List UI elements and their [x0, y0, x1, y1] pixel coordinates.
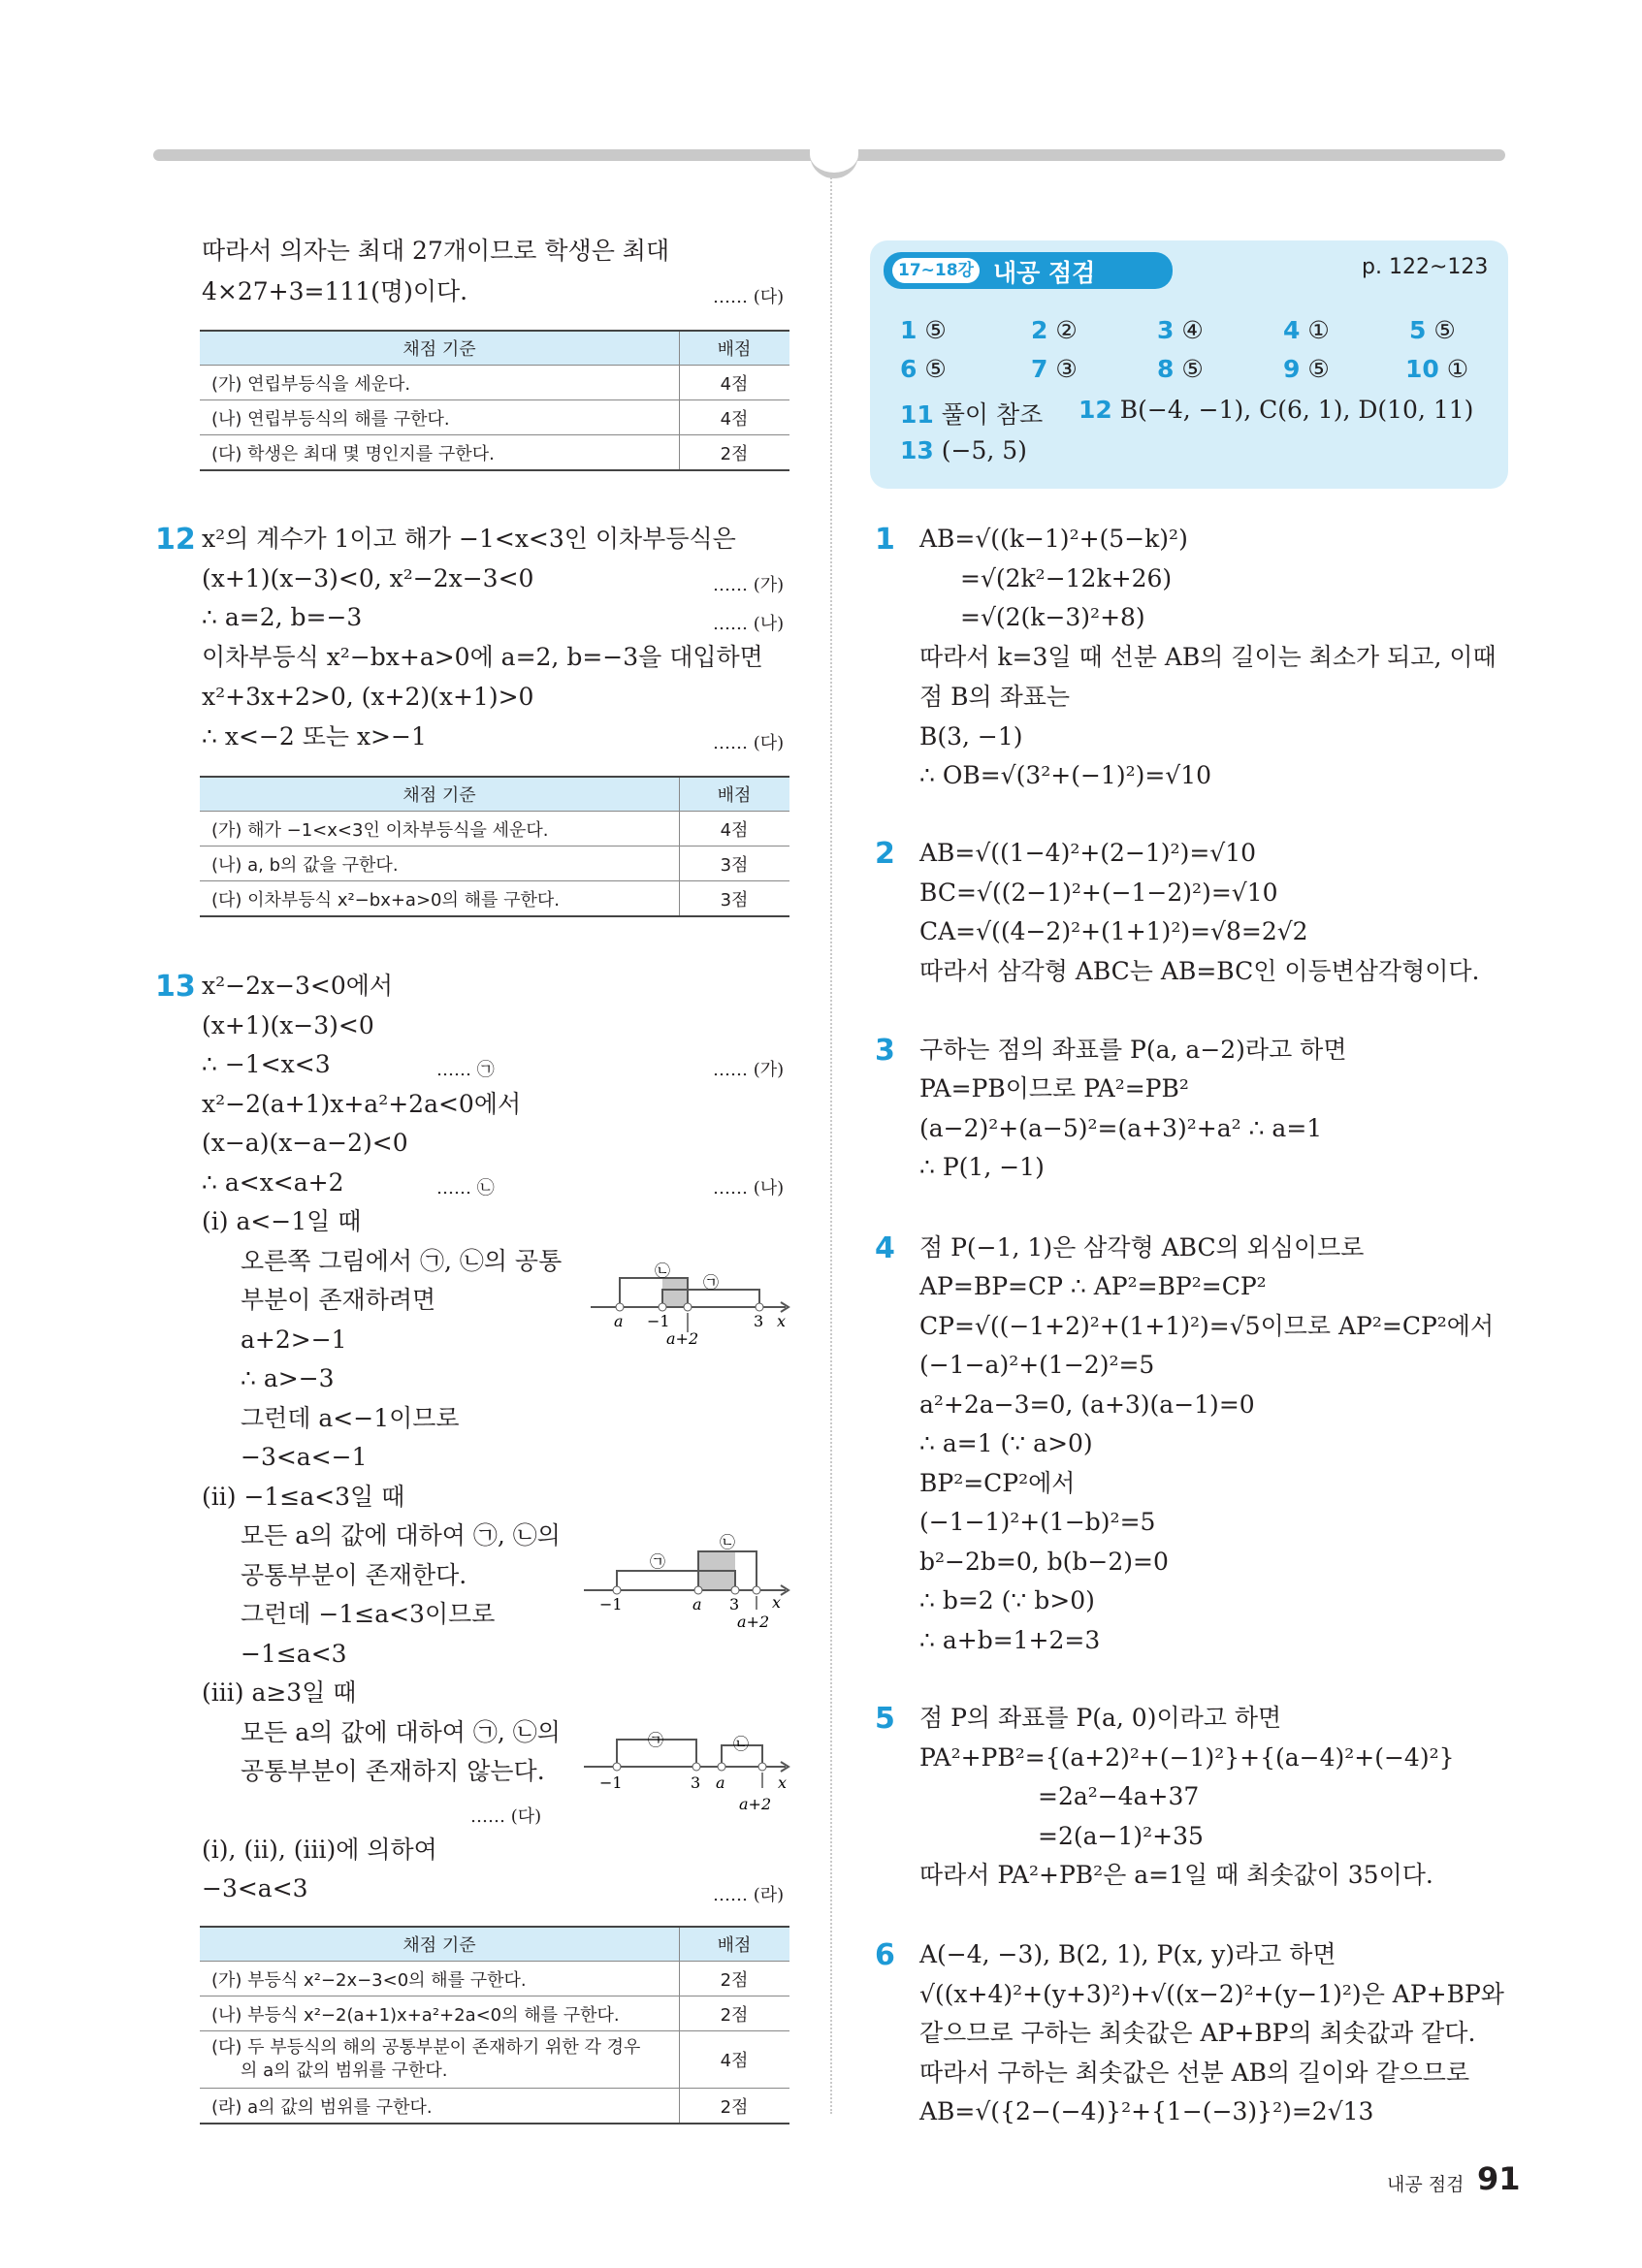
footer-section-label: 내공 점검: [1387, 2174, 1465, 2195]
solution-line: CA=√((4−2)²+(1+1)²)=√8=2√2: [919, 917, 1308, 945]
intro-line: 4×27+3=111(명)이다.: [202, 277, 468, 305]
col-header: 채점 기준: [200, 331, 680, 366]
solution-line: 같으므로 구하는 최솟값은 AP+BP의 최솟값과 같다.: [919, 2019, 1476, 2047]
label-circ1: ㉠: [703, 1273, 720, 1292]
solution-line: ∴ −1<x<3: [202, 1050, 331, 1078]
solution-line: (ⅰ) a<−1일 때: [202, 1207, 362, 1235]
box-title: 내공 점검: [993, 259, 1096, 287]
solution-line: ∴ b=2 (∵ b>0): [919, 1586, 1095, 1614]
step-mark: …… (가): [713, 575, 785, 595]
solution-line: (x+1)(x−3)<0: [202, 1011, 374, 1039]
solution-line: ∴ a=2, b=−3: [202, 603, 363, 631]
solution-number: 3: [875, 1034, 895, 1068]
answer-item: 2 ②: [1031, 316, 1078, 344]
svg-text:3: 3: [729, 1595, 740, 1613]
answer-item: 3 ④: [1157, 316, 1204, 344]
solution-line: x²+3x+2>0, (x+2)(x+1)>0: [202, 683, 534, 711]
solution-line: BC=√((2−1)²+(−1−2)²)=√10: [919, 878, 1278, 907]
solution-line: (ⅰ), (ⅱ), (ⅲ)에 의하여: [202, 1836, 437, 1864]
step-mark: …… (다): [713, 287, 785, 307]
solution-line: B(3, −1): [919, 722, 1023, 751]
step-mark: …… (나): [713, 614, 785, 634]
solution-line: 그런데 a<−1이므로: [241, 1404, 460, 1432]
table-row: (가) 부등식 x²−2x−3<0의 해를 구한다. 2점: [200, 1962, 789, 1996]
solution-line: √((x+4)²+(y+3)²)+√((x−2)²+(y−1)²)은 AP+BP와: [919, 1980, 1504, 2008]
svg-text:a: a: [716, 1773, 725, 1792]
solution-number: 1: [875, 523, 895, 557]
answer-item: 13 (−5, 5): [900, 436, 1027, 464]
solution-line: x²−2x−3<0에서: [202, 972, 394, 1000]
solution-line: 부분이 존재하려면: [241, 1286, 436, 1314]
svg-text:㉡: ㉡: [720, 1533, 736, 1551]
solution-line: AB=√((k−1)²+(5−k)²): [919, 525, 1188, 553]
answer-item: 12 B(−4, −1), C(6, 1), D(10, 11): [1079, 396, 1474, 424]
solution-line: 모든 a의 값에 대하여 ㉠, ㉡의: [241, 1718, 561, 1746]
solution-line: 오른쪽 그림에서 ㉠, ㉡의 공통: [241, 1247, 563, 1275]
answer-item: 7 ③: [1031, 355, 1078, 383]
col-header: 채점 기준: [200, 1927, 680, 1962]
solution-line: 공통부분이 존재하지 않는다.: [241, 1757, 545, 1785]
solution-line: (ⅲ) a≥3일 때: [202, 1678, 357, 1707]
col-header: 배점: [680, 777, 790, 812]
svg-text:a: a: [614, 1312, 624, 1330]
solution-line: (−1−1)²+(1−b)²=5: [919, 1508, 1156, 1536]
answer-item: 9 ⑤: [1283, 355, 1330, 383]
svg-text:3: 3: [754, 1312, 764, 1330]
svg-text:−1: −1: [599, 1773, 623, 1792]
solution-line: AP=BP=CP ∴ AP²=BP²=CP²: [919, 1272, 1267, 1300]
solution-number: 5: [875, 1702, 895, 1736]
intro-line: 따라서 의자는 최대 27개이므로 학생은 최대: [202, 237, 670, 265]
solution-number: 2: [875, 837, 895, 871]
solution-line: ∴ a>−3: [241, 1364, 335, 1392]
table-row: (나) 부등식 x²−2(a+1)x+a²+2a<0의 해를 구한다. 2점: [200, 1996, 789, 2031]
solution-line: CP=√((−1+2)²+(1+1)²)=√5이므로 AP²=CP²에서: [919, 1312, 1495, 1340]
grading-table-13: [200, 1926, 789, 2124]
solution-line: 그런데 −1≤a<3이므로: [241, 1600, 496, 1628]
solution-line: −3<a<−1: [241, 1443, 368, 1471]
table-row: (라) a의 값의 범위를 구한다. 2점: [200, 2089, 789, 2124]
solution-line: a+2>−1: [241, 1326, 347, 1354]
table-row: (다) 두 부등식의 해의 공통부분이 존재하기 위한 각 경우 의 a의 값의 범위를 구한다. 4점: [200, 2031, 789, 2089]
solution-line: BP²=CP²에서: [919, 1469, 1076, 1497]
problem-number: 12: [155, 523, 196, 557]
solution-line: −1≤a<3: [241, 1640, 347, 1668]
svg-text:㉠: ㉠: [650, 1552, 666, 1571]
solution-line: (a−2)²+(a−5)²=(a+3)²+a² ∴ a=1: [919, 1114, 1323, 1142]
table-row: (다) 학생은 최대 몇 명인지를 구한다. 2점: [200, 435, 789, 471]
solution-line: x²−2(a+1)x+a²+2a<0에서: [202, 1090, 522, 1118]
table-row: (가) 연립부등식을 세운다. 4점: [200, 366, 789, 400]
solution-line: =2a²−4a+37: [1038, 1782, 1200, 1810]
solution-line: b²−2b=0, b(b−2)=0: [919, 1548, 1169, 1576]
solution-line: (ⅱ) −1≤a<3일 때: [202, 1483, 405, 1511]
solution-line: AB=√((1−4)²+(2−1)²)=√10: [919, 839, 1257, 867]
answer-item: 1 ⑤: [900, 316, 947, 344]
step-mark: …… (라): [713, 1885, 785, 1905]
lesson-tag: 17~18강: [892, 258, 980, 283]
solution-line: (−1−a)²+(1−2)²=5: [919, 1351, 1155, 1379]
number-line-figure-2: [580, 1520, 795, 1629]
solution-line: (x+1)(x−3)<0, x²−2x−3<0: [202, 564, 534, 592]
solution-line: ∴ a<x<a+2: [202, 1168, 344, 1197]
solution-line: PA²+PB²={(a+2)²+(−1)²}+{(a−4)²+(−4)²}: [919, 1743, 1455, 1772]
grading-table-12: [200, 776, 789, 917]
table-row: (나) a, b의 값을 구한다. 3점: [200, 847, 789, 881]
problem-number: 13: [155, 970, 196, 1004]
answer-item: 5 ⑤: [1409, 316, 1456, 344]
step-mark: …… (가): [713, 1060, 785, 1080]
ref-mark: …… ㉡: [436, 1178, 495, 1198]
answer-item: 8 ⑤: [1157, 355, 1204, 383]
table-row: (가) 해가 −1<x<3인 이차부등식을 세운다. 4점: [200, 812, 789, 847]
svg-text:㉠: ㉠: [648, 1731, 664, 1749]
top-rule-notch: [810, 145, 858, 178]
solution-line: ∴ P(1, −1): [919, 1153, 1045, 1181]
svg-text:x: x: [777, 1312, 787, 1330]
svg-text:−1: −1: [599, 1595, 623, 1613]
column-divider: [830, 175, 832, 2114]
number-line-figure-3: [580, 1716, 795, 1825]
solution-line: 점 P의 좌표를 P(a, 0)이라고 하면: [919, 1704, 1282, 1732]
solution-line: 따라서 삼각형 ABC는 AB=BC인 이등변삼각형이다.: [919, 957, 1480, 985]
solution-line: 따라서 PA²+PB²은 a=1일 때 최솟값이 35이다.: [919, 1861, 1433, 1889]
solution-line: =2(a−1)²+35: [1038, 1822, 1204, 1850]
svg-text:3: 3: [691, 1773, 701, 1792]
answer-item: 4 ①: [1283, 316, 1330, 344]
solution-line: 구하는 점의 좌표를 P(a, a−2)라고 하면: [919, 1036, 1347, 1064]
solution-line: =√(2k²−12k+26): [960, 564, 1173, 592]
col-header: 배점: [680, 331, 790, 366]
solution-line: 점 B의 좌표는: [919, 683, 1071, 711]
col-header: 배점: [680, 1927, 790, 1962]
solution-line: (x−a)(x−a−2)<0: [202, 1129, 408, 1157]
solution-line: ∴ a=1 (∵ a>0): [919, 1429, 1093, 1457]
solution-line: x²의 계수가 1이고 해가 −1<x<3인 이차부등식은: [202, 525, 736, 553]
step-mark: …… (다): [713, 733, 785, 753]
solution-number: 6: [875, 1938, 895, 1972]
solution-line: 따라서 k=3일 때 선분 AB의 길이는 최소가 되고, 이때: [919, 643, 1497, 671]
svg-text:x: x: [778, 1773, 788, 1792]
svg-text:a+2: a+2: [739, 1795, 772, 1813]
solution-line: A(−4, −3), B(2, 1), P(x, y)라고 하면: [919, 1940, 1336, 1968]
solution-line: ∴ a+b=1+2=3: [919, 1626, 1101, 1654]
col-header: 채점 기준: [200, 777, 680, 812]
answer-item: 6 ⑤: [900, 355, 947, 383]
step-mark: …… (다): [470, 1806, 542, 1827]
page-ref: p. 122~123: [1362, 255, 1489, 279]
solution-line: AB=√({2−(−4)}²+{1−(−3)}²)=2√13: [919, 2097, 1374, 2125]
grading-table-11: [200, 330, 789, 471]
solution-line: =√(2(k−3)²+8): [960, 603, 1145, 631]
solution-line: ∴ x<−2 또는 x>−1: [202, 722, 427, 751]
table-row: (다) 이차부등식 x²−bx+a>0의 해를 구한다. 3점: [200, 881, 789, 917]
svg-text:㉡: ㉡: [733, 1735, 750, 1753]
solution-line: 이차부등식 x²−bx+a>0에 a=2, b=−3을 대입하면: [202, 643, 763, 671]
solution-line: 공통부분이 존재한다.: [241, 1561, 467, 1589]
solution-line: 모든 a의 값에 대하여 ㉠, ㉡의: [241, 1521, 561, 1549]
solution-line: a²+2a−3=0, (a+3)(a−1)=0: [919, 1390, 1255, 1419]
solution-number: 4: [875, 1231, 895, 1265]
svg-text:x: x: [772, 1593, 782, 1612]
label-circ2: ㉡: [655, 1262, 671, 1280]
svg-text:a+2: a+2: [737, 1613, 770, 1629]
answer-item: 10 ①: [1405, 355, 1469, 383]
svg-text:−1: −1: [647, 1312, 670, 1330]
number-line-figure-1: [587, 1239, 795, 1348]
step-mark: …… (나): [713, 1178, 785, 1198]
answer-item: 11 풀이 참조: [900, 400, 1044, 429]
svg-text:a+2: a+2: [666, 1329, 699, 1348]
page-number: 91: [1477, 2160, 1521, 2197]
table-row: (나) 연립부등식의 해를 구한다. 4점: [200, 400, 789, 435]
ref-mark: …… ㉠: [436, 1060, 495, 1080]
solution-line: 점 P(−1, 1)은 삼각형 ABC의 외심이므로: [919, 1233, 1365, 1262]
solution-line: −3<a<3: [202, 1874, 308, 1902]
solution-line: PA=PB이므로 PA²=PB²: [919, 1074, 1189, 1102]
solution-line: 따라서 구하는 최솟값은 선분 AB의 길이와 같으므로: [919, 2059, 1470, 2087]
svg-text:a: a: [692, 1595, 702, 1613]
solution-line: ∴ OB=√(3²+(−1)²)=√10: [919, 761, 1212, 789]
